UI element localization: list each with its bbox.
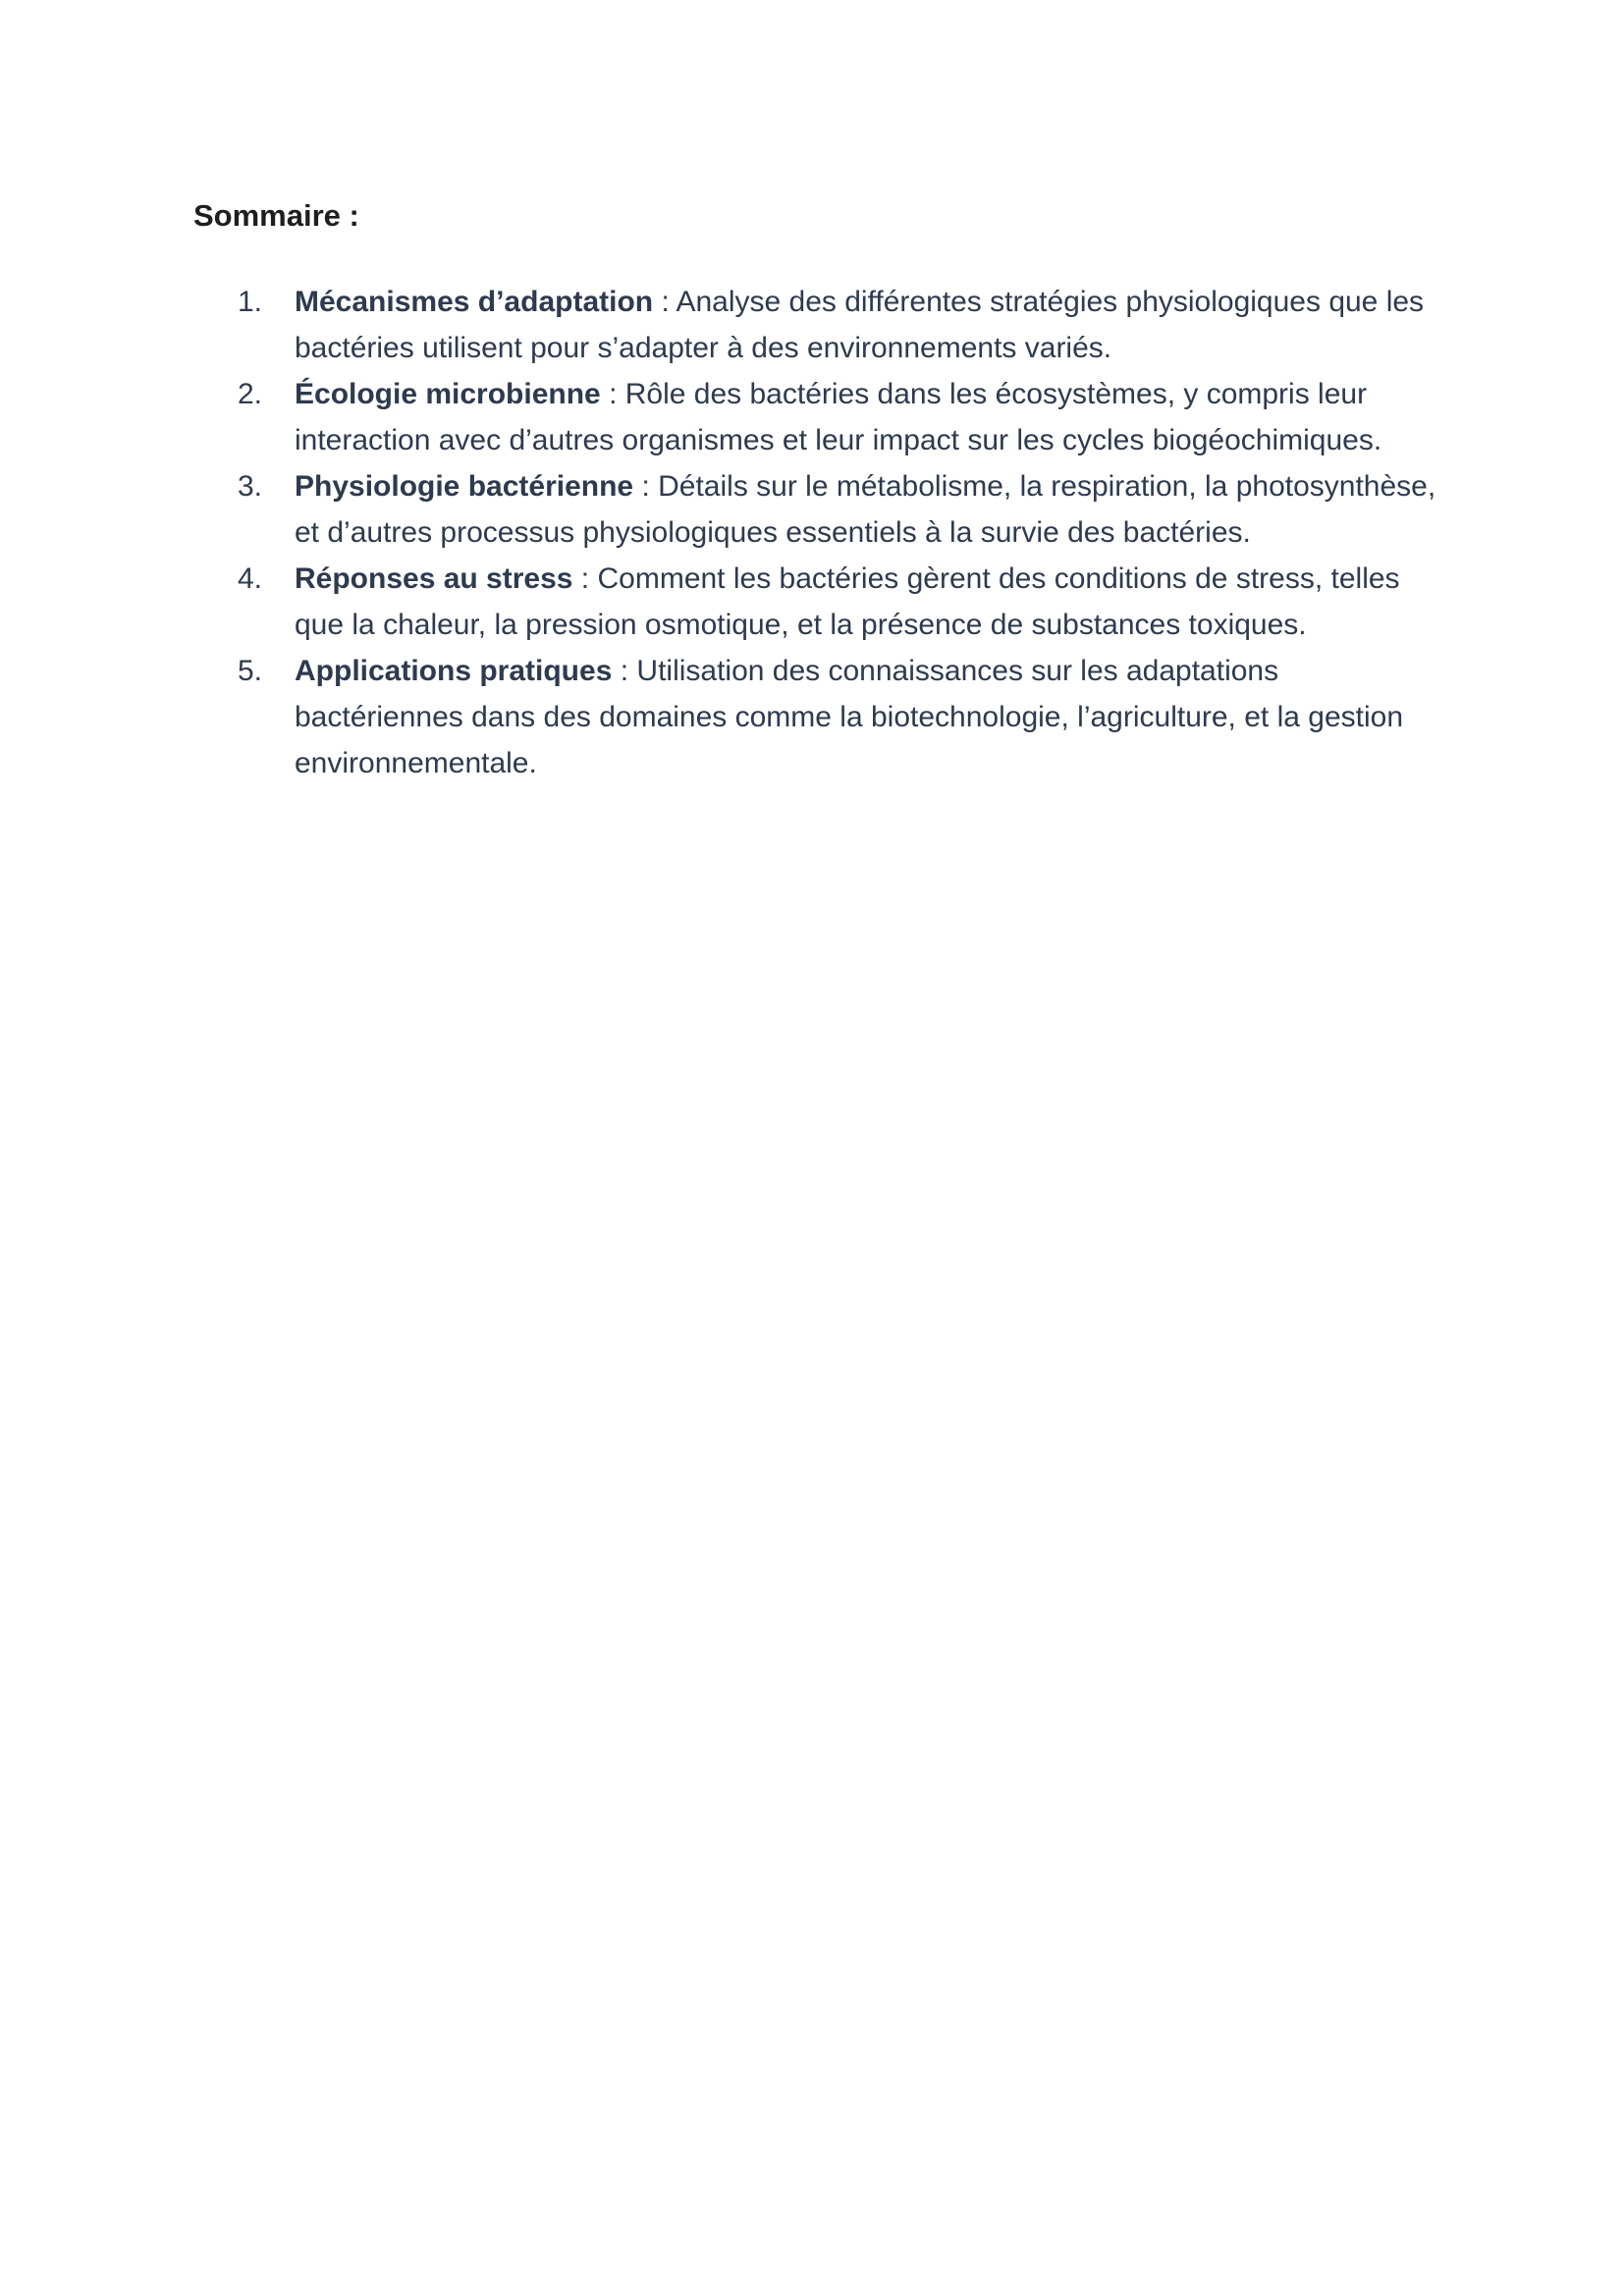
toc-item-title: Applications pratiques (295, 655, 613, 687)
toc-item-physiologie-bacterienne (238, 463, 1451, 556)
list-number: 4. (238, 562, 263, 595)
list-number: 3. (238, 470, 263, 503)
toc-item-description: Comment les bactéries gèrent des conditions de stress, telles que la chaleur, la pression osmotique, et la présence de substances toxiques. (295, 562, 1400, 641)
toc-item-description: Analyse des différentes stratégies physiologiques que les bactéries utilisent pour s’adapter à des environnements variés. (295, 286, 1425, 364)
title-separator: : (633, 470, 659, 503)
table-of-contents (0, 279, 1451, 786)
toc-item-title: Mécanismes d’adaptation (295, 286, 654, 318)
toc-item-ecologie-microbienne (238, 371, 1451, 463)
title-separator: : (572, 562, 598, 595)
toc-item-mecanismes-adaptation (238, 279, 1451, 371)
title-separator: : (653, 286, 677, 318)
page-title: Sommaire : (193, 198, 359, 233)
toc-item-applications-pratiques (238, 648, 1451, 786)
toc-list (0, 279, 1451, 786)
list-number: 1. (238, 286, 263, 318)
toc-item-title: Écologie microbienne (295, 378, 601, 410)
list-number: 5. (238, 655, 263, 687)
title-separator: : (600, 378, 625, 410)
toc-item-title: Physiologie bactérienne (295, 470, 634, 503)
toc-item-description: Rôle des bactéries dans les écosystèmes, y compris leur interaction avec d’autres organismes et leur impact sur les cycles biogéochimiques. (295, 378, 1382, 456)
toc-item-reponses-au-stress (238, 556, 1451, 648)
toc-item-description: Utilisation des connaissances sur les adaptations bactériennes dans des domaines comme la biotechnologie, l’agriculture, et la gestion environnementale. (295, 655, 1403, 779)
title-separator: : (612, 655, 637, 687)
toc-item-description: Détails sur le métabolisme, la respiration, la photosynthèse, et d’autres processus physiologiques essentiels à la survie des bactéries. (295, 470, 1436, 549)
list-number: 2. (238, 378, 263, 410)
toc-item-title: Réponses au stress (295, 562, 573, 595)
